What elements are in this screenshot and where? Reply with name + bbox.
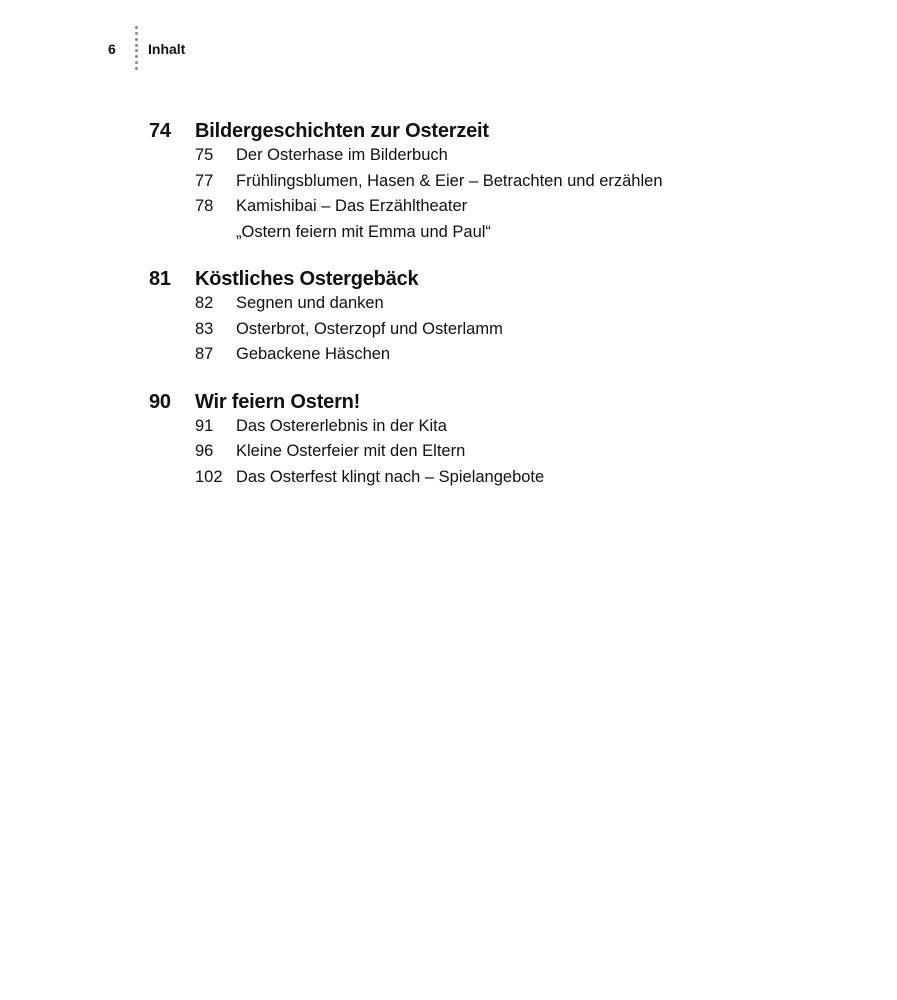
chapter-title: Wir feiern Ostern! — [195, 390, 361, 413]
toc-chapter — [149, 391, 769, 494]
chapter-title: Köstliches Ostergebäck — [195, 268, 419, 290]
toc-entry[interactable] — [195, 417, 769, 443]
entry-page-number: 78 — [195, 197, 214, 215]
chapter-page-number: 90 — [149, 390, 171, 413]
entry-page-number: 96 — [195, 442, 214, 460]
entry-title: Osterbrot, Osterzopf und Osterlamm — [236, 319, 503, 338]
toc-entry[interactable] — [195, 468, 769, 494]
entry-title: Frühlingsblumen, Hasen & Eier – Betrachten und erzählen — [236, 171, 663, 190]
toc-entry[interactable] — [195, 146, 769, 172]
toc-entry[interactable] — [195, 172, 769, 198]
entry-page-number: 75 — [195, 146, 214, 164]
entry-title: Segnen und danken — [236, 294, 384, 312]
entry-page-number: 87 — [195, 345, 214, 363]
entry-page-number: 102 — [195, 467, 223, 486]
toc-entry-continuation — [195, 223, 769, 249]
dotted-divider — [135, 26, 138, 70]
section-title: Inhalt — [148, 41, 186, 57]
table-of-contents — [149, 120, 769, 513]
toc-entry[interactable] — [195, 320, 769, 346]
chapter-heading[interactable] — [149, 268, 769, 294]
chapter-title: Bildergeschichten zur Osterzeit — [195, 120, 489, 142]
chapter-page-number: 74 — [149, 120, 171, 142]
chapter-heading[interactable] — [149, 120, 769, 146]
toc-chapter — [149, 120, 769, 248]
entry-subtitle: „Ostern feiern mit Emma und Paul“ — [236, 222, 491, 241]
toc-entry[interactable] — [195, 345, 769, 371]
entry-title: Das Osterfest klingt nach – Spielangebote — [236, 467, 545, 486]
entry-page-number: 91 — [195, 416, 214, 435]
page-number: 6 — [108, 41, 116, 57]
entry-title: Kleine Osterfeier mit den Eltern — [236, 442, 466, 460]
running-head — [108, 38, 186, 60]
toc-entry[interactable] — [195, 294, 769, 320]
entry-page-number: 83 — [195, 319, 214, 338]
toc-entry[interactable] — [195, 197, 769, 223]
entry-title: Das Ostererlebnis in der Kita — [236, 416, 447, 435]
chapter-heading[interactable] — [149, 391, 769, 417]
toc-chapter — [149, 268, 769, 371]
entry-title: Gebackene Häschen — [236, 345, 391, 363]
toc-entry[interactable] — [195, 442, 769, 468]
entry-page-number: 77 — [195, 171, 214, 190]
entry-title: Der Osterhase im Bilderbuch — [236, 146, 448, 164]
entry-title: Kamishibai – Das Erzähltheater — [236, 197, 468, 215]
chapter-page-number: 81 — [149, 268, 171, 290]
entry-page-number: 82 — [195, 294, 214, 312]
